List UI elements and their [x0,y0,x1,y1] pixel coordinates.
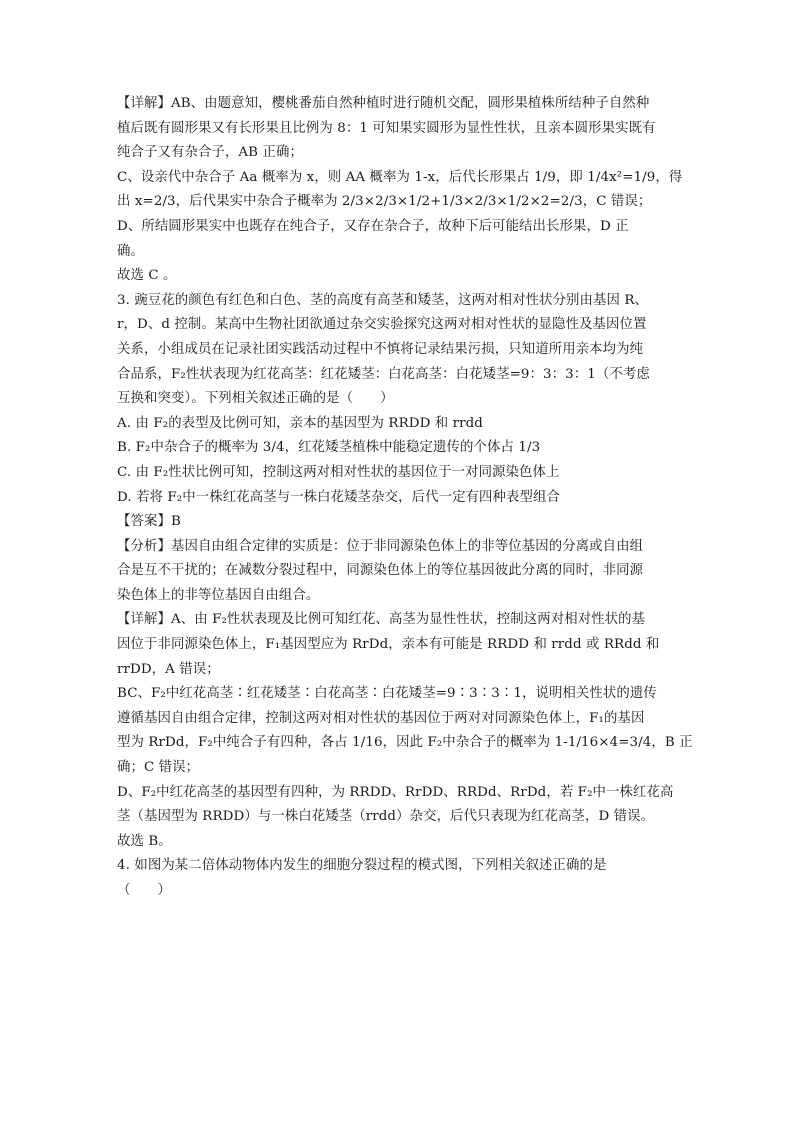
option-b: B. F₂中杂合子的概率为 3/4，红花矮茎植株中能稳定遗传的个体占 1/3 [117,440,541,456]
option-c: C. 由 F₂性状比例可知，控制这两对相对性状的基因位于一对同源染色体上 [117,464,560,480]
text-line: 合品系，F₂性状表现为红花高茎：红花矮茎：白花高茎：白花矮茎=9：3：3：1（不考虑 [117,366,650,382]
text-line: 遵循基因自由组合定律，控制这两对相对性状的基因位于两对对同源染色体上，F₁的基因 [117,710,645,726]
text-line: 染色体上的非等位基因自由组合。 [117,587,320,603]
question-3-stem: 3. 豌豆花的颜色有红色和白色、茎的高度有高茎和矮茎，这两对相对性状分别由基因 R、 [117,292,649,308]
detail-line: 【详解】A、由 F₂性状表现及比例可知红花、高茎为显性性状，控制这两对相对性状的基 [117,612,646,628]
text-line: 互换和突变）。下列相关叙述正确的是（ ） [117,391,394,407]
text-line: 合是互不干扰的；在减数分裂过程中，同源染色体上的等位基因彼此分离的同时，非同源 [117,563,644,579]
text-line: 故选 C 。 [117,268,177,284]
text-line: 纯合子又有杂合子，AB 正确； [117,145,303,161]
text-line: BC、F₂中红花高茎∶红花矮茎∶白花高茎∶白花矮茎=9∶3∶3∶1，说明相关性状的遗传 [117,686,657,702]
text-line: 因位于非同源染色体上，F₁基因型应为 RrDd，亲本有可能是 RRDD 和 rrdd 或 RRdd 和 [117,637,660,653]
text-line: 植后既有圆形果又有长形果且比例为 8：1 可知果实圆形为显性性状，且亲本圆形果实既有 [117,120,656,136]
text-line: 茎（基因型为 RRDD）与一株白花矮茎（rrdd）杂交，后代只表现为红花高茎，D 错误。 [117,809,655,825]
text-line: 确。 [117,243,144,259]
answer-line: 【答案】B [117,514,181,530]
text-line: 【详解】AB、由题意知，樱桃番茄自然种植时进行随机交配，圆形果植株所结种子自然种 [117,96,650,111]
text-line: D、F₂中红花高茎的基因型有四种，为 RRDD、RrDD、RRDd、RrDd，若 F₂中一株红花高 [117,784,674,800]
text-line: 型为 RrDd，F₂中纯合子有四种，各占 1/16，因此 F₂中杂合子的概率为 1-1/16×4=3/4，B 正 [117,735,693,751]
analysis-line: 【分析】基因自由组合定律的实质是：位于非同源染色体上的非等位基因的分离或自由组 [117,538,644,554]
option-d: D. 若将 F₂中一株红花高茎与一株白花矮茎杂交，后代一定有四种表型组合 [117,489,561,505]
text-line: rrDD，A 错误； [117,661,220,677]
text-line: 关系，小组成员在记录社团实践活动过程中不慎将记录结果污损，只知道所用亲本均为纯 [117,341,644,357]
text-line: 出 x=2/3，后代果实中杂合子概率为 2/3×2/3×1/2+1/3×2/3×1/2×2=2/3，C 错误； [117,194,652,210]
option-a: A. 由 F₂的表型及比例可知，亲本的基因型为 RRDD 和 rrdd [117,415,483,431]
text-line: C、设亲代中杂合子 Aa 概率为 x，则 AA 概率为 1-x，后代长形果占 1/9，即 1/4x²=1/9，得 [117,169,683,185]
text-line: r，D、d 控制。某高中生物社团欲通过杂交实验探究这两对相对性状的显隐性及基因位置 [117,317,647,333]
question-4-stem: 4. 如图为某二倍体动物体内发生的细胞分裂过程的模式图，下列相关叙述正确的是 [117,858,607,874]
document-body [117,92,693,904]
text-line: 确；C 错误； [117,760,200,776]
text-line: 故选 B。 [117,833,172,849]
text-line: （ ） [117,883,171,898]
text-line: D、所结圆形果实中也既存在纯合子，又存在杂合子，故种下后可能结出长形果，D 正 [117,218,629,234]
